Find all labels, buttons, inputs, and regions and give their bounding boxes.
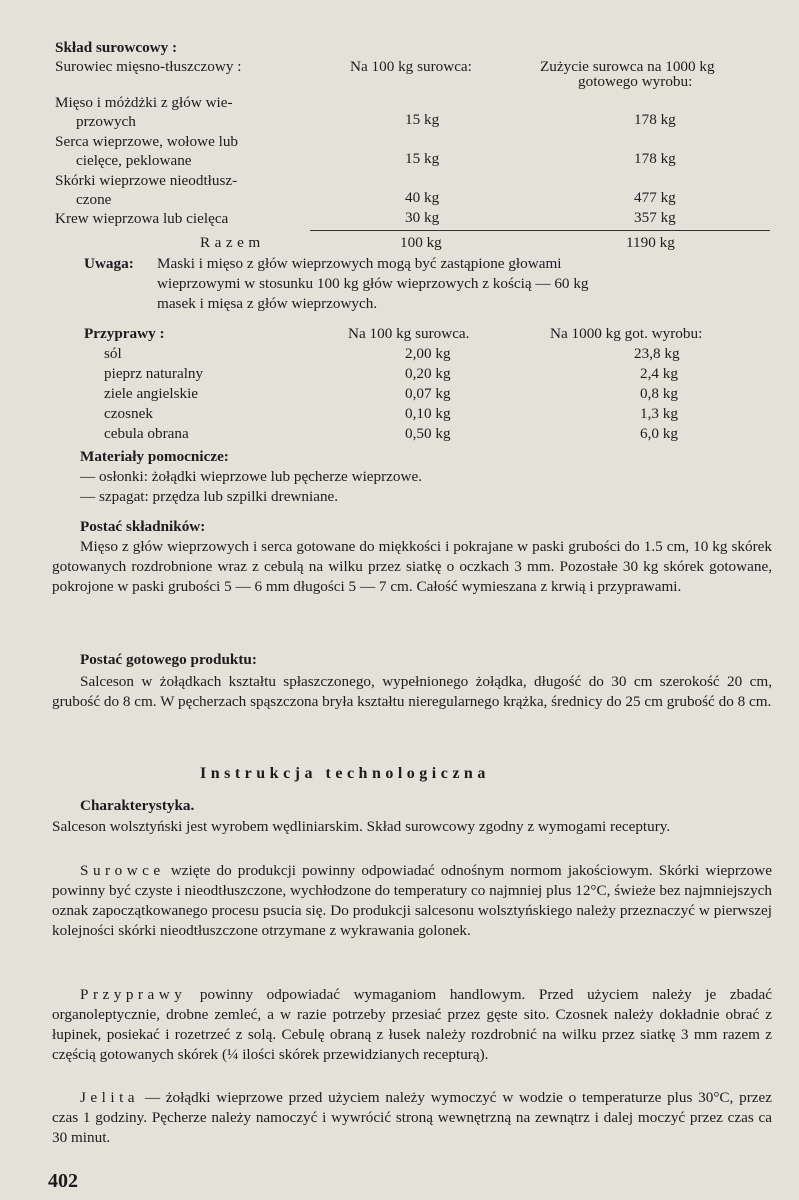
sklad-row2-name-line1: Serca wieprzowe, wołowe lub — [55, 133, 239, 150]
sklad-total-value1: 100 kg — [400, 234, 442, 251]
sklad-row3-name-line1: Skórki wieprzowe nieodtłusz- — [55, 172, 238, 189]
jelita-word: Jelita — [80, 1089, 140, 1106]
surowce-word: Surowce — [80, 862, 165, 879]
instrukcja-title: Instrukcja technologiczna — [200, 765, 490, 782]
materialy-item2: — szpagat: przędza lub szpilki drewniane. — [80, 488, 339, 505]
przyprawy-row2-value2: 2,4 kg — [640, 365, 678, 382]
postac-produktu-heading: Postać gotowego produktu: — [80, 651, 257, 668]
sklad-col0-header: Surowiec mięsno-tłuszczowy : — [55, 58, 242, 75]
uwaga-line2: wieprzowymi w stosunku 100 kg głów wieprzowych z kością — 60 kg — [157, 275, 589, 292]
materialy-heading: Materiały pomocnicze: — [80, 448, 229, 465]
total-rule — [310, 230, 770, 231]
materialy-item1: — osłonki: żołądki wieprzowe lub pęcherze wieprzowe. — [80, 468, 423, 485]
uwaga-line1: Maski i mięso z głów wieprzowych mogą być zastąpione głowami — [157, 255, 562, 272]
charakterystyka-text: Salceson wolsztyński jest wyrobem wędliniarskim. Skład surowcowy zgodny z wymogami receptury. — [52, 818, 671, 835]
przyprawy-row4-value2: 1,3 kg — [640, 405, 678, 422]
surowce-paragraph — [52, 861, 772, 941]
przyprawy-row5-value1: 0,50 kg — [405, 425, 451, 442]
sklad-col1-header: Na 100 kg surowca: — [350, 58, 472, 75]
przyprawy-row5-name: cebula obrana — [104, 425, 189, 442]
postac-skladnikow-text: Mięso z głów wieprzowych i serca gotowane do miękkości i pokrajane w paski grubości do 1.5 cm, 10 kg skórek gotowanych rozdrobnione wraz z cebulą na wilku przez siatkę o oczkach 3 mm. Pozostałe 30 kg skórek gotowane, pokrojone w paski grubości 5 — 6 mm długości 5 — 7 cm. Całość wymieszana z krwią i przyprawami. — [52, 538, 772, 595]
sklad-row3-name-line2: czone — [76, 191, 112, 208]
sklad-row3-value2: 477 kg — [634, 189, 676, 206]
przyprawy-col1-header: Na 100 kg surowca. — [348, 325, 470, 342]
przyprawy-row1-value2: 23,8 kg — [634, 345, 680, 362]
sklad-row4-value1: 30 kg — [405, 209, 440, 226]
sklad-row2-value2: 178 kg — [634, 150, 676, 167]
uwaga-label: Uwaga: — [84, 255, 134, 272]
przyprawy-row3-name: ziele angielskie — [104, 385, 199, 402]
przyprawy-row4-value1: 0,10 kg — [405, 405, 451, 422]
sklad-col2-header-line1: Zużycie surowca na 1000 kg — [540, 58, 715, 75]
sklad-row4-value2: 357 kg — [634, 209, 676, 226]
postac-skladnikow-heading: Postać składników: — [80, 518, 206, 535]
jelita-text: — żołądki wieprzowe przed użyciem należy wymoczyć w wodzie o temperaturze plus 30°C, przez czas 1 godziny. Pęcherze należy namoczyć i wywrócić stroną wewnętrzną na zewnątrz i dalej moczyć przez czas ca 30 minut. — [52, 1089, 772, 1146]
sklad-row1-name-line1: Mięso i móżdżki z głów wie- — [55, 94, 233, 111]
sklad-col2-header-line2: gotowego wyrobu: — [578, 73, 693, 90]
przyprawy-row4-name: czosnek — [104, 405, 153, 422]
przyprawy-heading: Przyprawy : — [84, 325, 165, 342]
page-number: 402 — [48, 1170, 78, 1192]
sklad-row1-name-line2: przowych — [76, 113, 136, 130]
sklad-row2-name-line2: cielęce, peklowane — [76, 152, 192, 169]
sklad-row1-value1: 15 kg — [405, 111, 440, 128]
sklad-row4-name: Krew wieprzowa lub cielęca — [55, 210, 229, 227]
przyprawy-text: powinny odpowiadać wymaganiom handlowym. Przed użyciem należy je zbadać organoleptycznie, drobne zemleć, a w razie potrzeby przesiać przez gęste sito. Czosnek należy dokładnie obrać z łupinek, posiekać i rozetrzeć z solą. Cebulę obraną z łusek należy rozdrobnić na wilku przez siatkę 3 mm razem z częścią gotowanych skórek (¼ ilości skórek przewidzianych recepturą). — [52, 986, 772, 1063]
sklad-total-label: Razem — [200, 234, 265, 251]
przyprawy-row2-value1: 0,20 kg — [405, 365, 451, 382]
uwaga-line3: masek i mięsa z głów wieprzowych. — [157, 295, 378, 312]
przyprawy-paragraph — [52, 985, 772, 1065]
przyprawy-row5-value2: 6,0 kg — [640, 425, 678, 442]
jelita-paragraph — [52, 1088, 772, 1148]
przyprawy-row1-name: sól — [104, 345, 122, 362]
przyprawy-row1-value1: 2,00 kg — [405, 345, 451, 362]
sklad-row3-value1: 40 kg — [405, 189, 440, 206]
surowce-text: wzięte do produkcji powinny odpowiadać odnośnym normom jakościowym. Skórki wieprzowe powinny być czyste i nieodtłuszczone, wychłodzone do temperatury co najmniej plus 12°C, świeże bez najmniejszych oznak zapoczątkowanego procesu psucia się. Do produkcji salcesonu wolsztyńskiego należy przeznaczyć w pierwszej kolejności skórki nieodtłuszczone otrzymane z wykrawania golonek. — [52, 862, 772, 939]
przyprawy-row3-value1: 0,07 kg — [405, 385, 451, 402]
charakterystyka-heading: Charakterystyka. — [80, 797, 195, 814]
sklad-row2-value1: 15 kg — [405, 150, 440, 167]
postac-produktu-text: Salceson w żołądkach kształtu spłaszczonego, wypełnionego żołądka, długość do 30 cm szerokość 20 cm, grubość do 8 cm. W pęcherzach spąszczona bryła kształtu nieregularnego krążka, średnicy do 25 cm grubość do 8 cm. — [52, 673, 772, 710]
przyprawy-col2-header: Na 1000 kg got. wyrobu: — [550, 325, 703, 342]
przyprawy-row2-name: pieprz naturalny — [104, 365, 204, 382]
przyprawy-word: Przyprawy — [80, 986, 187, 1003]
sklad-row1-value2: 178 kg — [634, 111, 676, 128]
sklad-heading: Skład surowcowy : — [55, 39, 178, 56]
sklad-total-value2: 1190 kg — [626, 234, 675, 251]
przyprawy-row3-value2: 0,8 kg — [640, 385, 678, 402]
